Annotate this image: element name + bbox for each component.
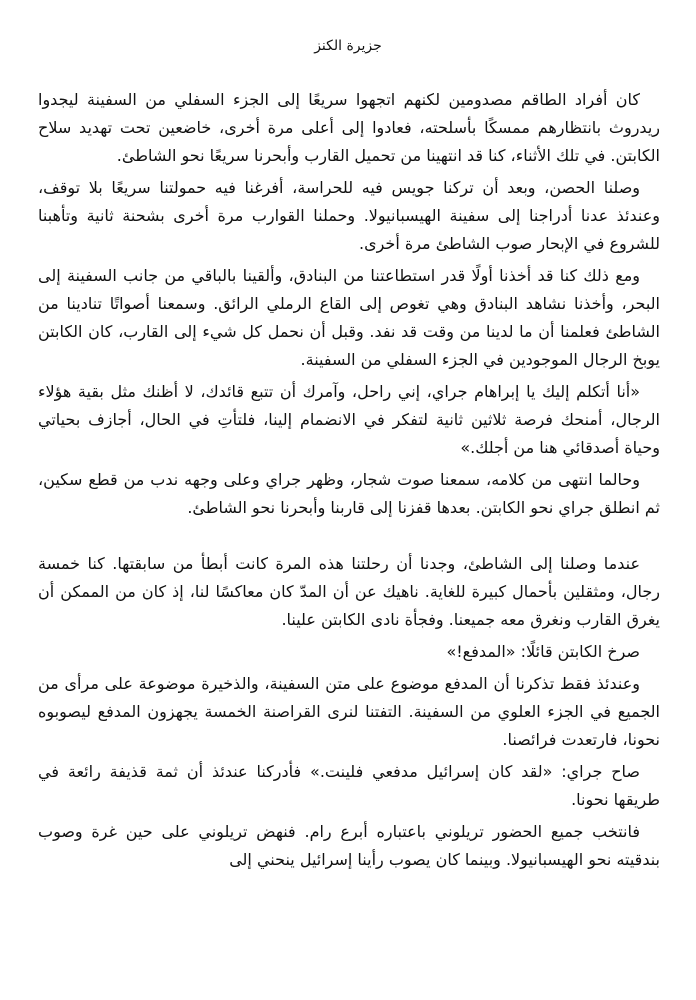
paragraph: عندما وصلنا إلى الشاطئ، وجدنا أن رحلتنا هذه المرة كانت أبطأ من سابقتها. كنا خمسة رجال، ومثقلين بأحمال كبيرة للغاية. ناهيك عن أن المدّ كان معاكسًا لنا، إذ كان من الممكن أن يغرق القارب ونغرق معه جميعنا. وفجأة نادى الكابتن علينا. (38, 554, 660, 629)
paragraph: ومع ذلك كنا قد أخذنا أولًا قدر استطاعتنا من البنادق، وألقينا بالباقي من جانب السفينة إلى البحر، وأخذنا نشاهد البنادق وهي تغوص إلى القاع الرملي الرائق. وسمعنا أصواتًا تنادينا من الشاطئ فعلمنا أن ما لدينا من وقت قد نفد. وقبل أن نحمل كل شيء إلى القارب، كان الكابتن يوبخ الرجال الموجودين في الجزء السفلي من السفينة. (38, 266, 660, 369)
paragraph: وصلنا الحصن، وبعد أن تركنا جويس فيه للحراسة، أفرغنا فيه حمولتنا سريعًا بلا توقف، وعندئذ عدنا أدراجنا إلى سفينة الهيسبانيولا. وحملنا القوارب مرة أخرى بشحنة ثانية وتأهبنا للشروع في الإبحار صوب الشاطئ مرة أخرى. (38, 178, 660, 253)
paragraph: كان أفراد الطاقم مصدومين لكنهم اتجهوا سريعًا إلى الجزء السفلي من السفينة ليجدوا ريدروث بانتظارهم ممسكًا بأسلحته، فعادوا إلى أعلى مرة أخرى، خاضعين تحت تهديد سلاح الكابتن. في تلك الأثناء، كنا قد انتهينا من تحميل القارب وأبحرنا سريعًا نحو الشاطئ. (38, 90, 660, 165)
paragraph: صرخ الكابتن قائلًا: «المدفع!» (446, 642, 640, 661)
paragraph: وحالما انتهى من كلامه، سمعنا صوت شجار، وظهر جراي وعلى وجهه ندب من قطع سكين، ثم انطلق جراي نحو الكابتن. بعدها قفزنا إلى قاربنا وأبحرنا نحو الشاطئ. (38, 470, 660, 517)
section-break (38, 526, 660, 550)
paragraph: «أنا أتكلم إليك يا إبراهام جراي، إني راحل، وآمرك أن تتبع قائدك، لا أظنك مثل بقية هؤلاء الرجال، أمنحك فرصة ثلاثين ثانية لتفكر في الانضمام إلينا، فلتأتِ في الحال، أجازف بحياتي وحياة أصدقائي هنا من أجلك.» (38, 382, 660, 457)
running-header: جزيرة الكنز (314, 38, 382, 54)
paragraph: فانتخب جميع الحضور تريلوني باعتباره أبرع رام. فنهض تريلوني على حين غرة وصوب بندقيته نحو الهيسبانيولا. وبينما كان يصوب رأينا إسرائيل ينحني إلى (38, 822, 660, 869)
body-text (38, 86, 660, 878)
paragraph: وعندئذ فقط تذكرنا أن المدفع موضوع على متن السفينة، والذخيرة موضوعة على مرأى من الجميع في الجزء العلوي من السفينة. التفتنا لنرى القراصنة الخمسة يجهزون المدفع ليصوبوه نحونا، فارتعدت فرائصنا. (38, 674, 660, 749)
paragraph: صاح جراي: «لقد كان إسرائيل مدفعي فلينت.» فأدركنا عندئذ أن ثمة قذيفة رائعة في طريقها نحونا. (38, 762, 660, 809)
